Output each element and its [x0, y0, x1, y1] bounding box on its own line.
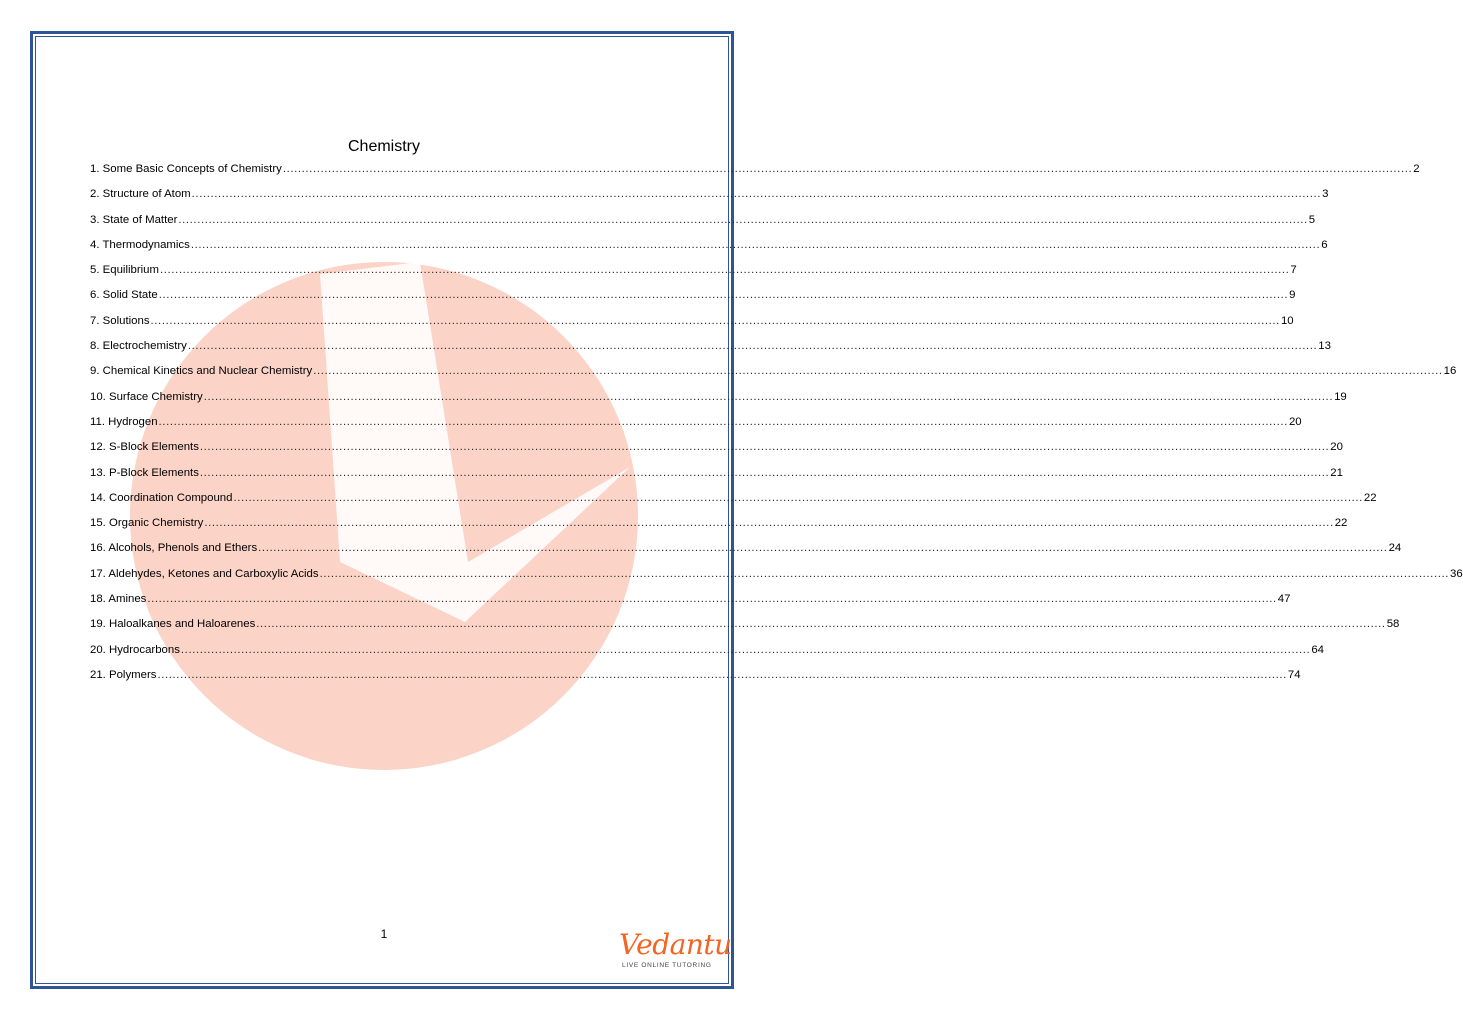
toc-entry-page: 20	[1288, 415, 1302, 428]
toc-entry[interactable]	[90, 618, 1400, 643]
toc-dot-leader: ............................................................................................................................................................................................................................................................................................................	[199, 466, 1330, 479]
toc-dot-leader: ............................................................................................................................................................................................................................................................................................................	[158, 289, 1289, 302]
toc-entry[interactable]	[90, 466, 1343, 492]
toc-entry[interactable]	[90, 314, 1294, 340]
toc-dot-leader: ............................................................................................................................................................................................................................................................................................................	[157, 668, 1287, 681]
toc-entry-label: 14. Coordination Compound	[90, 491, 233, 504]
toc-entry-label: 11. Hydrogen	[90, 415, 158, 428]
toc-entry[interactable]	[90, 163, 1420, 188]
toc-entry-page: 9	[1289, 289, 1296, 302]
toc-entry-page: 7	[1290, 264, 1297, 277]
toc-entry[interactable]	[90, 415, 1302, 441]
toc-entry-label: 5. Equilibrium	[90, 264, 160, 277]
toc-entry-page: 22	[1334, 517, 1348, 530]
toc-dot-leader: ............................................................................................................................................................................................................................................................................................................	[147, 593, 1277, 606]
toc-entry-label: 12. S-Block Elements	[90, 441, 199, 454]
toc-entry-label: 17. Aldehydes, Ketones and Carboxylic Acids	[90, 567, 319, 580]
toc-entry-label: 20. Hydrocarbons	[90, 643, 180, 656]
toc-entry-label: 3. State of Matter	[90, 213, 178, 226]
toc-entry[interactable]	[90, 289, 1296, 314]
toc-entry[interactable]	[90, 238, 1328, 264]
toc-entry-page: 22	[1363, 491, 1377, 504]
toc-entry[interactable]	[90, 390, 1347, 416]
toc-entry-page: 36	[1450, 567, 1463, 580]
toc-entry[interactable]	[90, 340, 1331, 365]
toc-dot-leader: ............................................................................................................................................................................................................................................................................................................	[150, 314, 1280, 327]
logo-tagline: LIVE ONLINE TUTORING	[622, 962, 712, 969]
toc-entry-page: 64	[1311, 643, 1324, 656]
toc-entry-page: 3	[1322, 188, 1329, 201]
toc-dot-leader: ............................................................................................................................................................................................................................................................................................................	[178, 213, 1308, 226]
table-of-contents	[90, 163, 1463, 694]
toc-entry-label: 9. Chemical Kinetics and Nuclear Chemistry	[90, 365, 313, 378]
toc-dot-leader: ............................................................................................................................................................................................................................................................................................................	[160, 264, 1290, 277]
toc-entry-label: 2. Structure of Atom	[90, 188, 191, 201]
toc-entry-page: 13	[1318, 340, 1331, 353]
toc-entry-label: 18. Amines	[90, 593, 147, 606]
toc-dot-leader: ............................................................................................................................................................................................................................................................................................................	[258, 542, 1388, 555]
toc-entry-label: 19. Haloalkanes and Haloarenes	[90, 618, 256, 631]
toc-entry[interactable]	[90, 517, 1348, 542]
logo-wordmark: Vedantu	[619, 928, 732, 961]
toc-entry-label: 10. Surface Chemistry	[90, 390, 203, 403]
toc-entry-page: 58	[1386, 618, 1400, 631]
toc-entry-page: 2	[1413, 163, 1420, 175]
toc-dot-leader: ............................................................................................................................................................................................................................................................................................................	[233, 491, 1363, 504]
toc-dot-leader: ............................................................................................................................................................................................................................................................................................................	[199, 441, 1330, 454]
toc-entry[interactable]	[90, 567, 1463, 593]
toc-entry[interactable]	[90, 593, 1291, 618]
toc-dot-leader: ............................................................................................................................................................................................................................................................................................................	[187, 340, 1318, 353]
toc-entry-label: 21. Polymers	[90, 668, 157, 681]
toc-entry[interactable]	[90, 491, 1377, 517]
toc-entry-label: 7. Solutions	[90, 314, 150, 327]
toc-entry[interactable]	[90, 264, 1297, 289]
toc-entry-label: 13. P-Block Elements	[90, 466, 199, 479]
toc-dot-leader: ............................................................................................................................................................................................................................................................................................................	[319, 567, 1449, 580]
toc-dot-leader: ............................................................................................................................................................................................................................................................................................................	[203, 390, 1334, 403]
toc-entry-page: 5	[1308, 213, 1316, 226]
page-number: 1	[380, 927, 388, 941]
toc-entry[interactable]	[90, 643, 1324, 669]
toc-entry[interactable]	[90, 668, 1301, 694]
toc-entry-page: 20	[1330, 441, 1343, 454]
toc-dot-leader: ............................................................................................................................................................................................................................................................................................................	[256, 618, 1386, 631]
toc-entry-label: 1. Some Basic Concepts of Chemistry	[90, 163, 282, 175]
toc-entry-label: 4. Thermodynamics	[90, 238, 190, 251]
toc-entry-label: 6. Solid State	[90, 289, 158, 302]
toc-dot-leader: ............................................................................................................................................................................................................................................................................................................	[158, 415, 1288, 428]
toc-entry-page: 24	[1388, 542, 1402, 555]
toc-entry-page: 10	[1280, 314, 1294, 327]
toc-entry-page: 16	[1443, 365, 1457, 378]
toc-entry-label: 15. Organic Chemistry	[90, 517, 204, 530]
toc-dot-leader: ............................................................................................................................................................................................................................................................................................................	[191, 188, 1322, 201]
toc-entry-page: 19	[1334, 390, 1347, 403]
toc-entry[interactable]	[90, 365, 1457, 390]
toc-entry[interactable]	[90, 188, 1329, 213]
toc-dot-leader: ............................................................................................................................................................................................................................................................................................................	[204, 517, 1334, 530]
toc-dot-leader: ............................................................................................................................................................................................................................................................................................................	[180, 643, 1311, 656]
page-title: Chemistry	[347, 138, 420, 155]
toc-dot-leader: ............................................................................................................................................................................................................................................................................................................	[282, 163, 1413, 175]
toc-entry-label: 8. Electrochemistry	[90, 340, 187, 353]
toc-entry[interactable]	[90, 213, 1316, 239]
toc-entry[interactable]	[90, 542, 1402, 567]
toc-entry-page: 74	[1287, 668, 1301, 681]
toc-entry-page: 21	[1330, 466, 1343, 479]
toc-entry[interactable]	[90, 441, 1343, 466]
toc-entry-page: 6	[1321, 238, 1328, 251]
toc-entry-page: 47	[1277, 593, 1291, 606]
toc-dot-leader: ............................................................................................................................................................................................................................................................................................................	[190, 238, 1321, 251]
toc-dot-leader: ............................................................................................................................................................................................................................................................................................................	[313, 365, 1443, 378]
toc-entry-label: 16. Alcohols, Phenols and Ethers	[90, 542, 258, 555]
vedantu-logo	[619, 928, 732, 969]
